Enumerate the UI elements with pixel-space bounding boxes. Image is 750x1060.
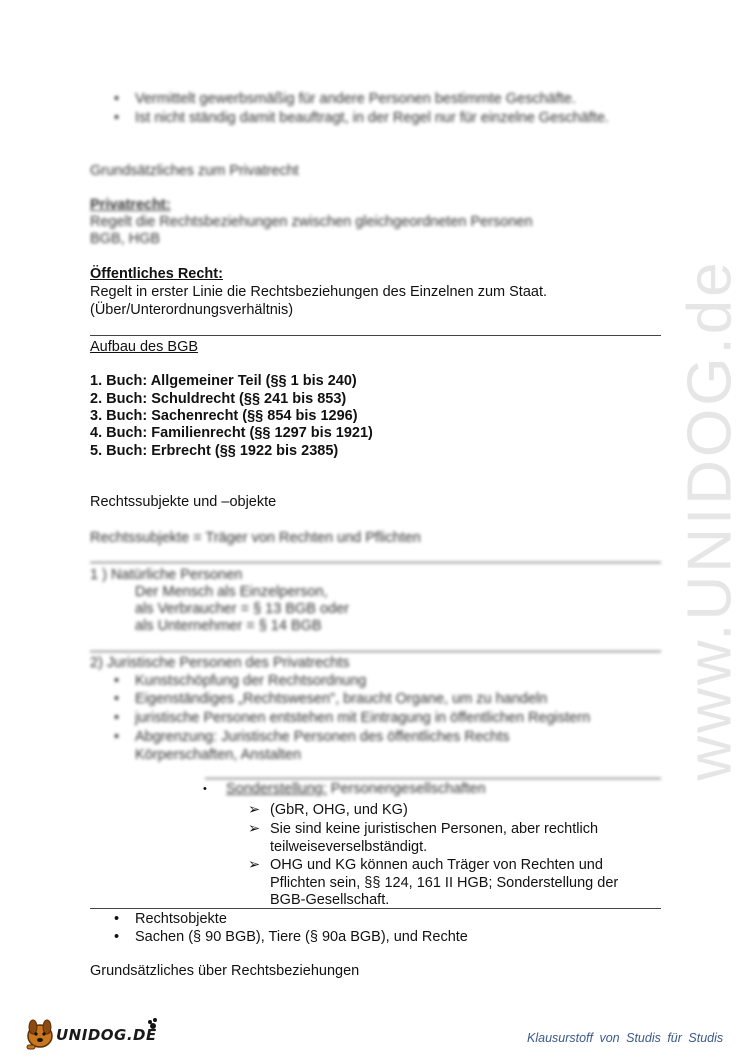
natuerliche-line: als Verbraucher = § 13 BGB oder xyxy=(135,601,350,617)
list-item: Ist nicht ständig damit beauftragt, in der Regel nur für einzelne Geschäfte. xyxy=(135,110,609,126)
bullet-dot: • xyxy=(114,110,120,126)
closing-heading: Grundsätzliches über Rechtsbeziehungen xyxy=(90,963,360,979)
privatrecht-title: Privatrecht: xyxy=(90,197,171,213)
list-item: Abgrenzung: Juristische Personen des öffentliches Rechts xyxy=(135,729,510,745)
bullet-dot: • xyxy=(114,691,120,707)
privatrecht-line: Regelt die Rechtsbeziehungen zwischen gleichgeordneten Personen xyxy=(90,214,533,230)
bullet-dot: • xyxy=(114,710,120,726)
oeffentlich-line: (Über/Unterordnungsverhältnis) xyxy=(90,302,294,318)
list-item: Kunstschöpfung der Rechtsordnung xyxy=(135,673,367,689)
bullet-dot: • xyxy=(114,91,120,107)
oeffentlich-line: Regelt in erster Linie die Rechtsbeziehungen des Einzelnen zum Staat. xyxy=(90,284,548,300)
rechtssubjekte-heading: Rechtssubjekte und –objekte xyxy=(90,494,277,510)
aufbau-heading: Aufbau des BGB xyxy=(90,339,199,355)
natuerliche-line: Der Mensch als Einzelperson, xyxy=(135,584,328,600)
divider xyxy=(90,335,661,336)
divider xyxy=(90,562,661,563)
list-item: Vermittelt gewerbsmäßig für andere Personen bestimmte Geschäfte. xyxy=(135,91,576,107)
list-item: (GbR, OHG, und KG) xyxy=(270,802,408,818)
sonderstellung-label: Sonderstellung: xyxy=(226,781,327,797)
privatrecht-line: BGB, HGB xyxy=(90,231,161,247)
bullet-dot: • xyxy=(203,783,207,795)
list-item: 3. Buch: Sachenrecht (§§ 854 bis 1296) xyxy=(90,408,358,424)
juristische-title: 2) Juristische Personen des Privatrechts xyxy=(90,655,350,671)
list-item: 2. Buch: Schuldrecht (§§ 241 bis 853) xyxy=(90,391,347,407)
list-item: OHG und KG können auch Träger von Rechten und xyxy=(270,857,603,873)
list-item: 5. Buch: Erbrecht (§§ 1922 bis 2385) xyxy=(90,443,339,459)
list-item: 4. Buch: Familienrecht (§§ 1297 bis 1921) xyxy=(90,425,373,441)
list-item-continuation: Körperschaften, Anstalten xyxy=(135,747,302,763)
arrow-bullet-icon: ➢ xyxy=(248,821,261,837)
list-item: Sie sind keine juristischen Personen, aber rechtlich xyxy=(270,821,599,837)
natuerliche-line: als Unternehmer = § 14 BGB xyxy=(135,618,322,634)
definition-text: Rechtssubjekte = Träger von Rechten und Pflichten xyxy=(90,530,421,546)
list-item-continuation: BGB-Gesellschaft. xyxy=(270,892,390,908)
bullet-dot: • xyxy=(114,729,120,745)
oeffentlich-title: Öffentliches Recht: xyxy=(90,266,223,282)
natuerliche-title: 1 ) Natürliche Personen xyxy=(90,567,243,583)
bullet-dot: • xyxy=(114,929,120,945)
list-item-continuation: teilweiseverselbständigt. xyxy=(270,839,428,855)
arrow-bullet-icon: ➢ xyxy=(248,857,261,873)
bullet-dot: • xyxy=(114,911,120,927)
list-item: Eigenständiges „Rechtswesen", braucht Organe, um zu handeln xyxy=(135,691,548,707)
divider xyxy=(90,651,661,652)
sonderstellung-rest: Personengesellschaften xyxy=(326,781,486,797)
list-item: 1. Buch: Allgemeiner Teil (§§ 1 bis 240) xyxy=(90,373,357,389)
privat-heading: Grundsätzliches zum Privatrecht xyxy=(90,163,299,179)
list-item: juristische Personen entstehen mit Eintragung in öffentlichen Registern xyxy=(135,710,591,726)
footer-slogan: Klausurstoff von Studis für Studis xyxy=(527,1031,724,1045)
bullet-dot: • xyxy=(114,673,120,689)
divider xyxy=(90,908,661,909)
watermark-text: www.UNIDOG.de xyxy=(675,259,745,781)
list-item-continuation: Pflichten sein, §§ 124, 161 II HGB; Sonderstellung der xyxy=(270,875,619,891)
sonderstellung-heading xyxy=(226,781,486,797)
list-item: Rechtsobjekte xyxy=(135,911,227,927)
list-item: Sachen (§ 90 BGB), Tiere (§ 90a BGB), und Rechte xyxy=(135,929,468,945)
arrow-bullet-icon: ➢ xyxy=(248,802,261,818)
logo-text: UNIDOG.DE xyxy=(56,1026,157,1044)
divider xyxy=(205,778,661,779)
